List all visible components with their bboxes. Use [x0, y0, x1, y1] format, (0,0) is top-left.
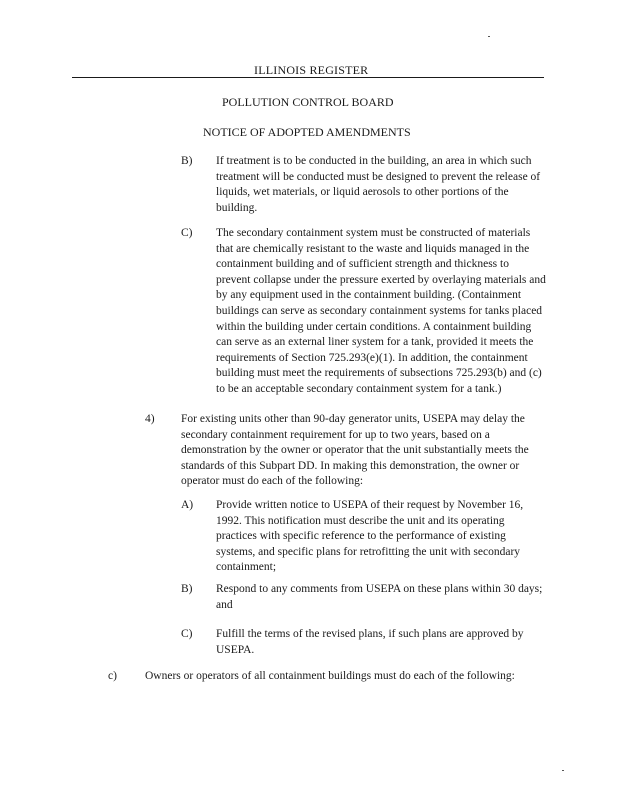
item-b-label: B): [181, 155, 193, 167]
item-c-lower-label: c): [108, 670, 117, 682]
item-4a-text: Provide written notice to USEPA of their request by November 16, 1992. This notification must describe the unit and its operating practices with specific reference to the performance of existing systems, and specific plans for retrofitting the unit with secondary containment;: [216, 499, 524, 574]
scan-speck: [488, 36, 490, 37]
header-rule: [72, 77, 544, 78]
item-c-lower-text: Owners or operators of all containment buildings must do each of the following:: [145, 670, 515, 682]
item-4a-label: A): [181, 499, 194, 511]
register-title: ILLINOIS REGISTER: [254, 63, 369, 77]
item-4c-text: Fulfill the terms of the revised plans, if such plans are approved by USEPA.: [216, 628, 524, 656]
item-4-label: 4): [145, 413, 155, 425]
notice-title: NOTICE OF ADOPTED AMENDMENTS: [203, 125, 411, 139]
item-4-text: For existing units other than 90-day generator units, USEPA may delay the secondary containment requirement for up to two years, based on a demonstration by the owner or operator that the unit substantially meets the standards of this Subpart DD. In making this demonstration, the owner or operator must do each of the following:: [181, 413, 529, 488]
item-c-text: The secondary containment system must be constructed of materials that are chemically resistant to the waste and liquids managed in the containment building and of sufficient strength and thickness to prevent collapse under the pressure exerted by overlaying materials and by any equipment used in the containment building. (Containment buildings can serve as secondary containment systems for tanks placed within the building under certain conditions. A containment building can serve as an external liner system for a tank, provided it meets the requirements of Section 725.293(e)(1). In addition, the containment building must meet the requirements of subsections 725.293(b) and (c) to be an acceptable secondary containment system for a tank.): [216, 227, 546, 395]
scan-speck: [562, 770, 564, 771]
item-b-text: If treatment is to be conducted in the building, an area in which such treatment will be conducted must be designed to prevent the release of liquids, wet materials, or liquid aerosols to other portions of the building.: [216, 155, 541, 214]
board-name: POLLUTION CONTROL BOARD: [222, 95, 394, 109]
item-4c-label: C): [181, 628, 193, 640]
item-4b-text: Respond to any comments from USEPA on these plans within 30 days; and: [216, 583, 543, 611]
item-c-label: C): [181, 227, 193, 239]
item-4b-label: B): [181, 583, 193, 595]
